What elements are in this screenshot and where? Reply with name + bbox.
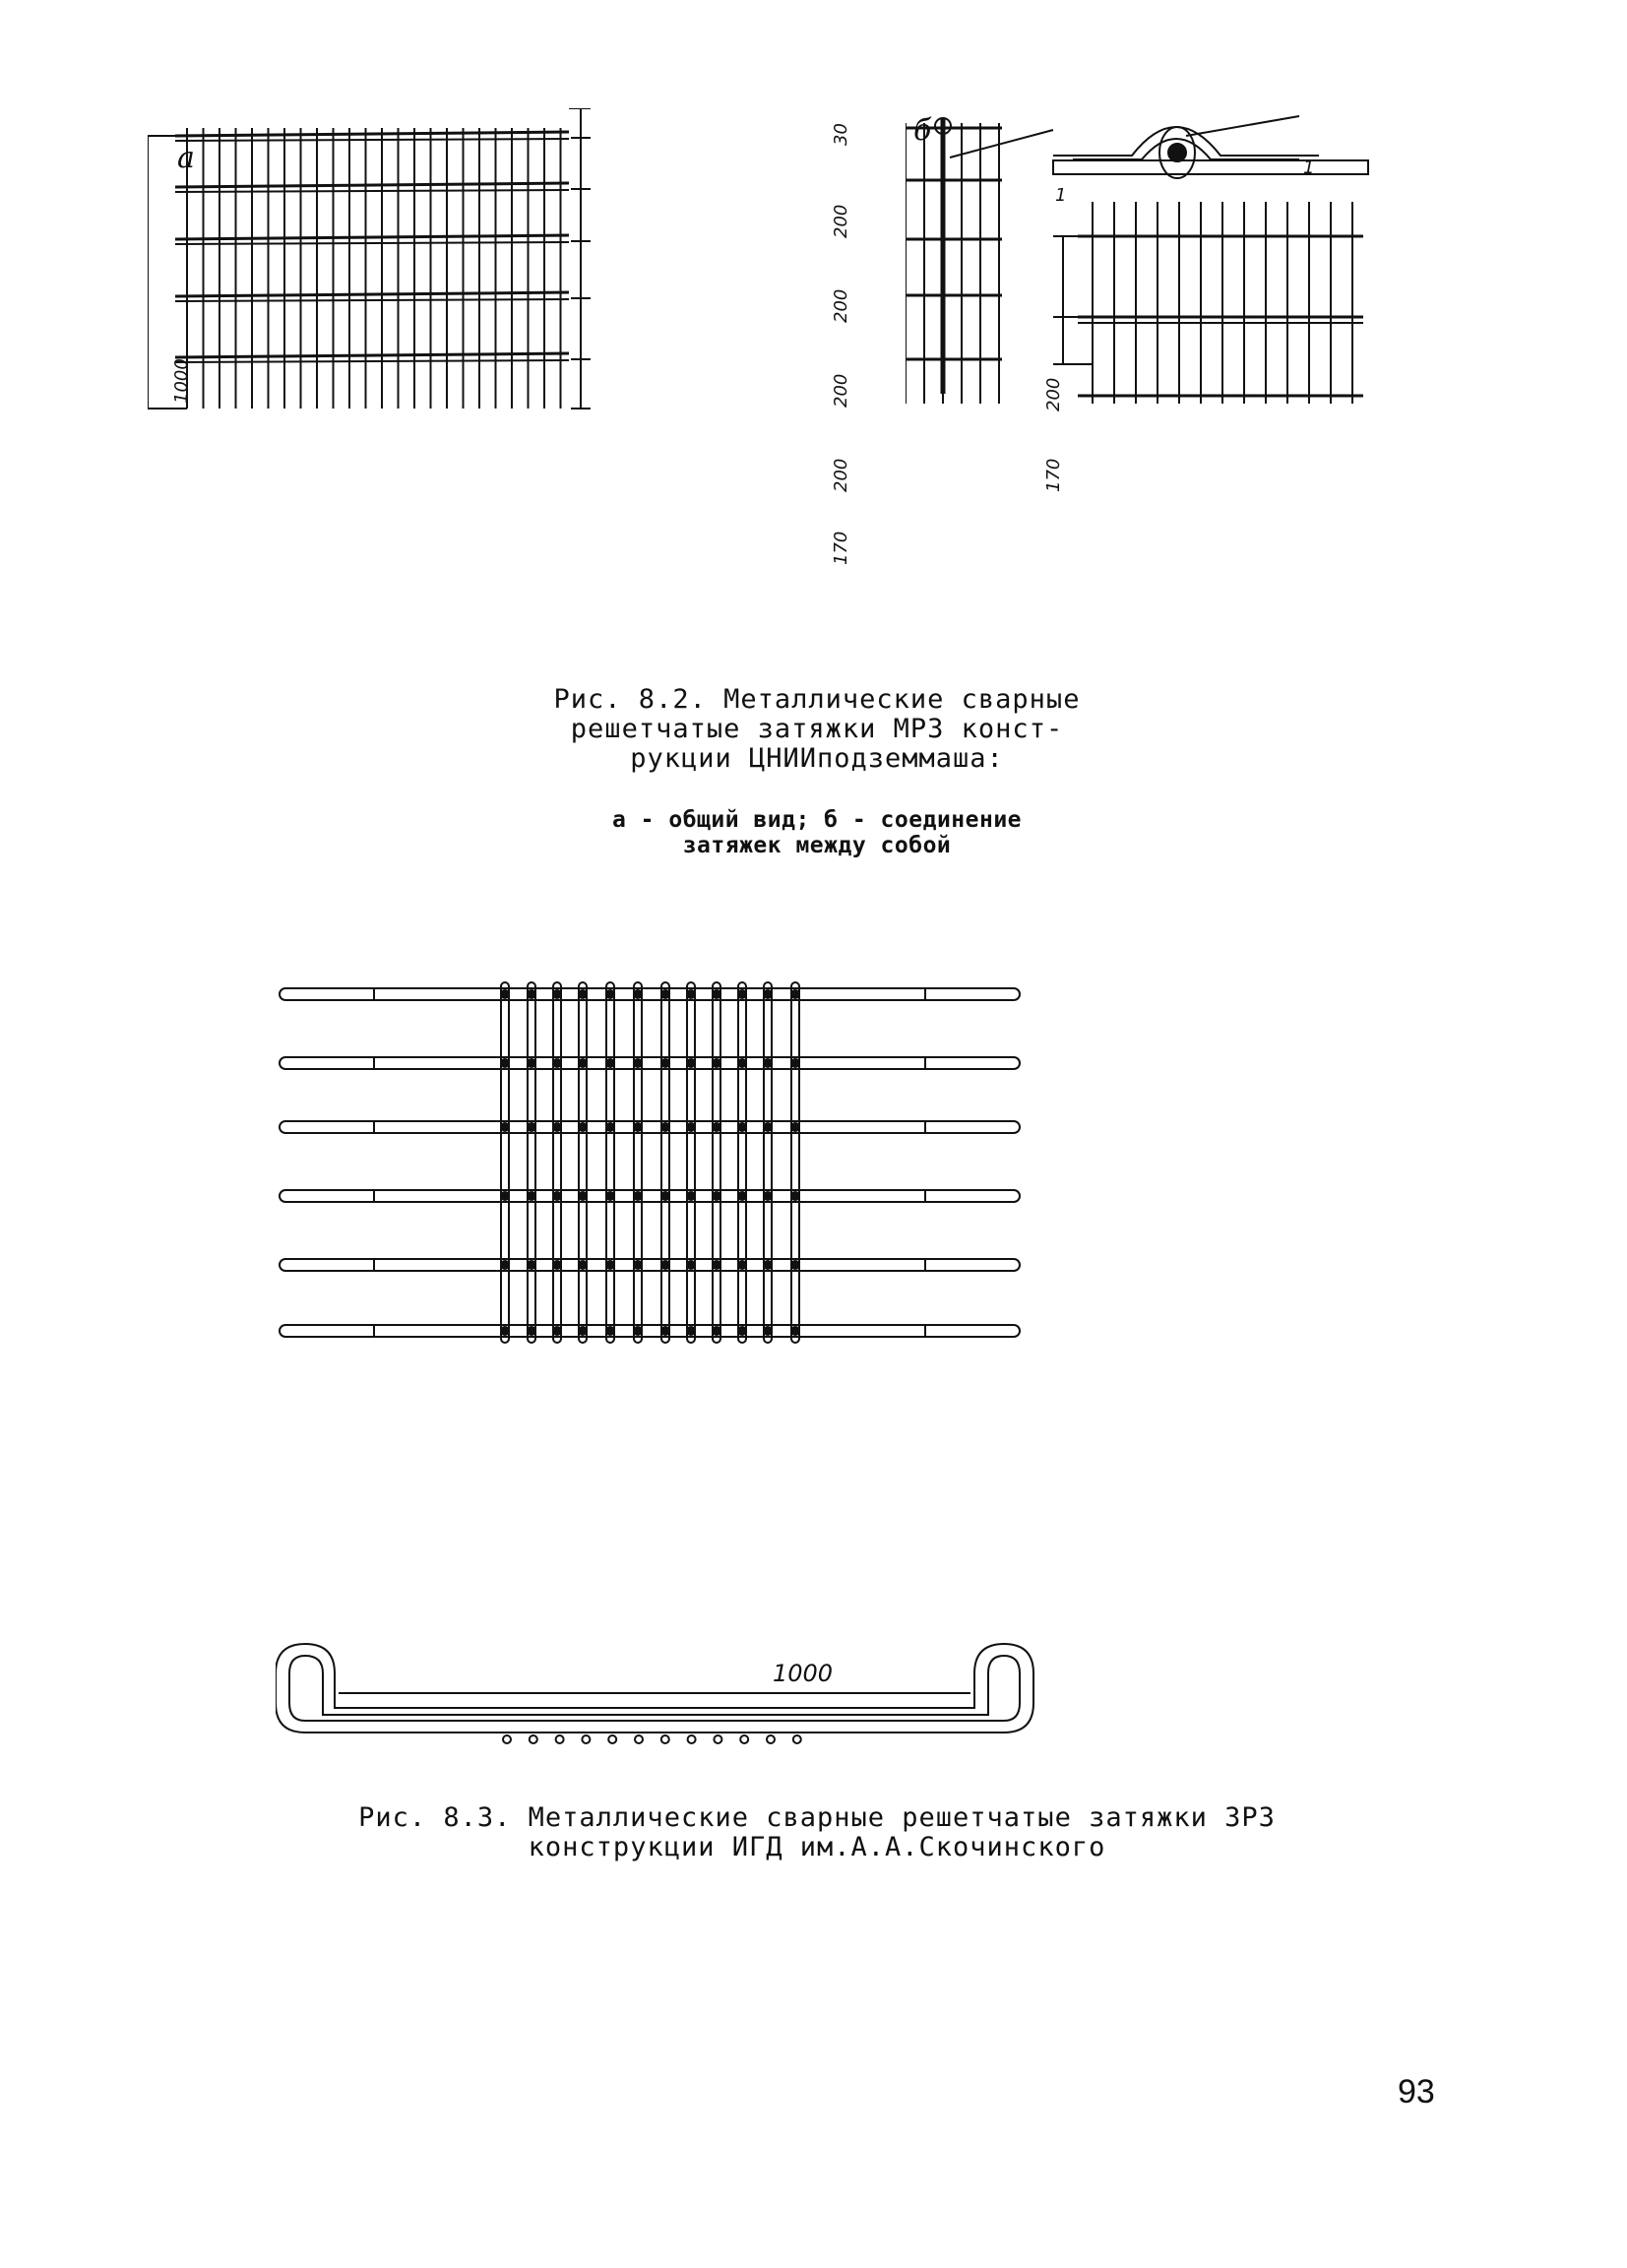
weld-point bbox=[738, 1327, 746, 1335]
dim-right-0: 30 bbox=[831, 123, 851, 146]
weld-point bbox=[553, 1059, 561, 1067]
fig-8-2-caption bbox=[512, 685, 1122, 775]
horizontal-bar bbox=[175, 242, 569, 244]
weld-point bbox=[606, 1327, 614, 1335]
weld-point bbox=[501, 1261, 509, 1269]
cross-rod bbox=[579, 982, 587, 1343]
base-plate bbox=[1053, 160, 1368, 174]
fig-8-2-legend bbox=[551, 807, 1083, 859]
caption-line: решетчатые затяжки МРЗ конст- bbox=[570, 714, 1064, 745]
weld-point bbox=[579, 1123, 587, 1131]
long-rod bbox=[280, 1057, 1020, 1069]
legend-line: а - общий вид; б - соединение bbox=[611, 807, 1023, 833]
fig-8-2-panel-b bbox=[906, 108, 1417, 600]
weld-point bbox=[791, 1327, 799, 1335]
cross-rod bbox=[528, 982, 535, 1343]
cross-rod-section bbox=[530, 1735, 537, 1743]
dim-right-5: 170 bbox=[831, 531, 851, 565]
weld-point bbox=[553, 1261, 561, 1269]
weld-point bbox=[501, 1192, 509, 1200]
dim-right-3: 200 bbox=[831, 373, 851, 408]
weld-point bbox=[738, 1261, 746, 1269]
weld-point bbox=[553, 1192, 561, 1200]
weld-point bbox=[687, 1327, 695, 1335]
cross-rod bbox=[713, 982, 720, 1343]
long-rod bbox=[280, 1190, 1020, 1202]
weld-point bbox=[579, 1059, 587, 1067]
callout-leader bbox=[1186, 116, 1299, 136]
weld-point bbox=[579, 1192, 587, 1200]
weld-point bbox=[634, 1123, 642, 1131]
caption-line: Рис. 8.2. Металлические сварные bbox=[553, 684, 1081, 715]
weld-point bbox=[764, 1261, 772, 1269]
fig-8-3-side bbox=[276, 1634, 1398, 1772]
weld-point bbox=[579, 1261, 587, 1269]
weld-point bbox=[738, 1123, 746, 1131]
weld-point bbox=[738, 1059, 746, 1067]
weld-point bbox=[764, 1327, 772, 1335]
dim-overall-1000: 1000 bbox=[171, 358, 192, 404]
weld-point bbox=[687, 1192, 695, 1200]
weld-point bbox=[713, 1192, 720, 1200]
cross-rod-section bbox=[661, 1735, 669, 1743]
weld-point bbox=[528, 990, 535, 998]
cross-rod-section bbox=[582, 1735, 590, 1743]
long-rod bbox=[280, 988, 1020, 1000]
cross-rod bbox=[501, 982, 509, 1343]
weld-point bbox=[501, 1059, 509, 1067]
weld-point bbox=[713, 1123, 720, 1131]
horizontal-bar bbox=[175, 190, 569, 192]
horizontal-bar bbox=[175, 299, 569, 301]
weld-point bbox=[606, 990, 614, 998]
legend-line: затяжек между собой bbox=[682, 833, 952, 859]
weld-point bbox=[553, 1123, 561, 1131]
weld-point bbox=[553, 990, 561, 998]
horizontal-bar bbox=[175, 360, 569, 362]
weld-point bbox=[606, 1123, 614, 1131]
weld-point bbox=[764, 1192, 772, 1200]
weld-point bbox=[791, 1059, 799, 1067]
weld-point bbox=[634, 1192, 642, 1200]
caption-line: конструкции ИГД им.А.А.Скочинского bbox=[528, 1832, 1106, 1863]
weld-point bbox=[634, 1327, 642, 1335]
cross-rod bbox=[661, 982, 669, 1343]
cross-rod-section bbox=[714, 1735, 721, 1743]
horizontal-bar bbox=[175, 353, 569, 357]
weld-point bbox=[528, 1123, 535, 1131]
hook-profile-inner bbox=[289, 1656, 1020, 1721]
weld-point bbox=[501, 990, 509, 998]
panel-b-label: б bbox=[913, 113, 932, 148]
horizontal-bar bbox=[175, 292, 569, 296]
cross-rod-section bbox=[740, 1735, 748, 1743]
weld-point bbox=[606, 1192, 614, 1200]
weld-point bbox=[634, 1059, 642, 1067]
weld-point bbox=[579, 990, 587, 998]
long-rod bbox=[280, 1325, 1020, 1337]
connector-core bbox=[1168, 144, 1186, 161]
weld-point bbox=[713, 1059, 720, 1067]
weld-point bbox=[606, 1261, 614, 1269]
cross-rod-section bbox=[635, 1735, 643, 1743]
weld-point bbox=[687, 1261, 695, 1269]
cross-rod-section bbox=[688, 1735, 696, 1743]
weld-point bbox=[764, 990, 772, 998]
weld-point bbox=[661, 1059, 669, 1067]
cross-rod-section bbox=[793, 1735, 801, 1743]
caption-line: Рис. 8.3. Металлические сварные решетчатые затяжки ЗРЗ bbox=[358, 1802, 1276, 1833]
dim-right-2: 200 bbox=[831, 288, 851, 323]
weld-point bbox=[661, 1327, 669, 1335]
horizontal-bar bbox=[175, 183, 569, 187]
weld-point bbox=[713, 990, 720, 998]
cross-rod bbox=[634, 982, 642, 1343]
cross-rod-section bbox=[556, 1735, 564, 1743]
cross-rod bbox=[687, 982, 695, 1343]
weld-point bbox=[634, 1261, 642, 1269]
long-rod bbox=[280, 1121, 1020, 1133]
cross-rod bbox=[606, 982, 614, 1343]
horizontal-bar bbox=[175, 235, 569, 239]
fig-8-2-panel-a bbox=[148, 108, 876, 600]
cross-rod bbox=[791, 982, 799, 1343]
weld-point bbox=[661, 1192, 669, 1200]
weld-point bbox=[687, 1059, 695, 1067]
weld-point bbox=[764, 1059, 772, 1067]
weld-point bbox=[501, 1123, 509, 1131]
weld-point bbox=[661, 990, 669, 998]
weld-point bbox=[738, 990, 746, 998]
cross-rod-section bbox=[608, 1735, 616, 1743]
cross-rod bbox=[764, 982, 772, 1343]
callout-1-left: 1 bbox=[1055, 185, 1067, 206]
callout-leader bbox=[950, 130, 1053, 158]
weld-point bbox=[791, 1192, 799, 1200]
weld-point bbox=[687, 990, 695, 998]
cross-rod bbox=[553, 982, 561, 1343]
weld-point bbox=[528, 1327, 535, 1335]
callout-1-right: 1 bbox=[1303, 158, 1315, 178]
hook-profile bbox=[276, 1644, 1033, 1732]
weld-point bbox=[791, 990, 799, 998]
dim-right-4: 200 bbox=[831, 458, 851, 492]
page-number: 93 bbox=[1398, 2073, 1435, 2110]
weld-point bbox=[528, 1261, 535, 1269]
weld-point bbox=[713, 1261, 720, 1269]
caption-line: рукции ЦНИИподземмаша: bbox=[630, 743, 1004, 775]
cross-rod-section bbox=[767, 1735, 775, 1743]
long-rod bbox=[280, 1259, 1020, 1271]
dim-right-1: 200 bbox=[831, 204, 851, 238]
weld-point bbox=[738, 1192, 746, 1200]
weld-point bbox=[528, 1059, 535, 1067]
dim-b-170: 170 bbox=[1043, 458, 1064, 492]
fig-8-3-plan bbox=[276, 965, 1398, 1496]
fig-8-3-caption bbox=[325, 1803, 1309, 1862]
cross-rod-section bbox=[503, 1735, 511, 1743]
cross-rod bbox=[738, 982, 746, 1343]
weld-point bbox=[528, 1192, 535, 1200]
weld-point bbox=[713, 1327, 720, 1335]
weld-point bbox=[501, 1327, 509, 1335]
weld-point bbox=[553, 1327, 561, 1335]
dim-b-200: 200 bbox=[1043, 377, 1064, 411]
horizontal-bar bbox=[175, 139, 569, 141]
dim-length-1000: 1000 bbox=[773, 1660, 834, 1687]
panel-a-label: а bbox=[177, 141, 195, 175]
weld-point bbox=[791, 1123, 799, 1131]
weld-point bbox=[634, 990, 642, 998]
weld-point bbox=[579, 1327, 587, 1335]
weld-point bbox=[764, 1123, 772, 1131]
weld-point bbox=[661, 1123, 669, 1131]
horizontal-bar bbox=[175, 132, 569, 136]
weld-point bbox=[687, 1123, 695, 1131]
weld-point bbox=[661, 1261, 669, 1269]
weld-point bbox=[606, 1059, 614, 1067]
weld-point bbox=[791, 1261, 799, 1269]
